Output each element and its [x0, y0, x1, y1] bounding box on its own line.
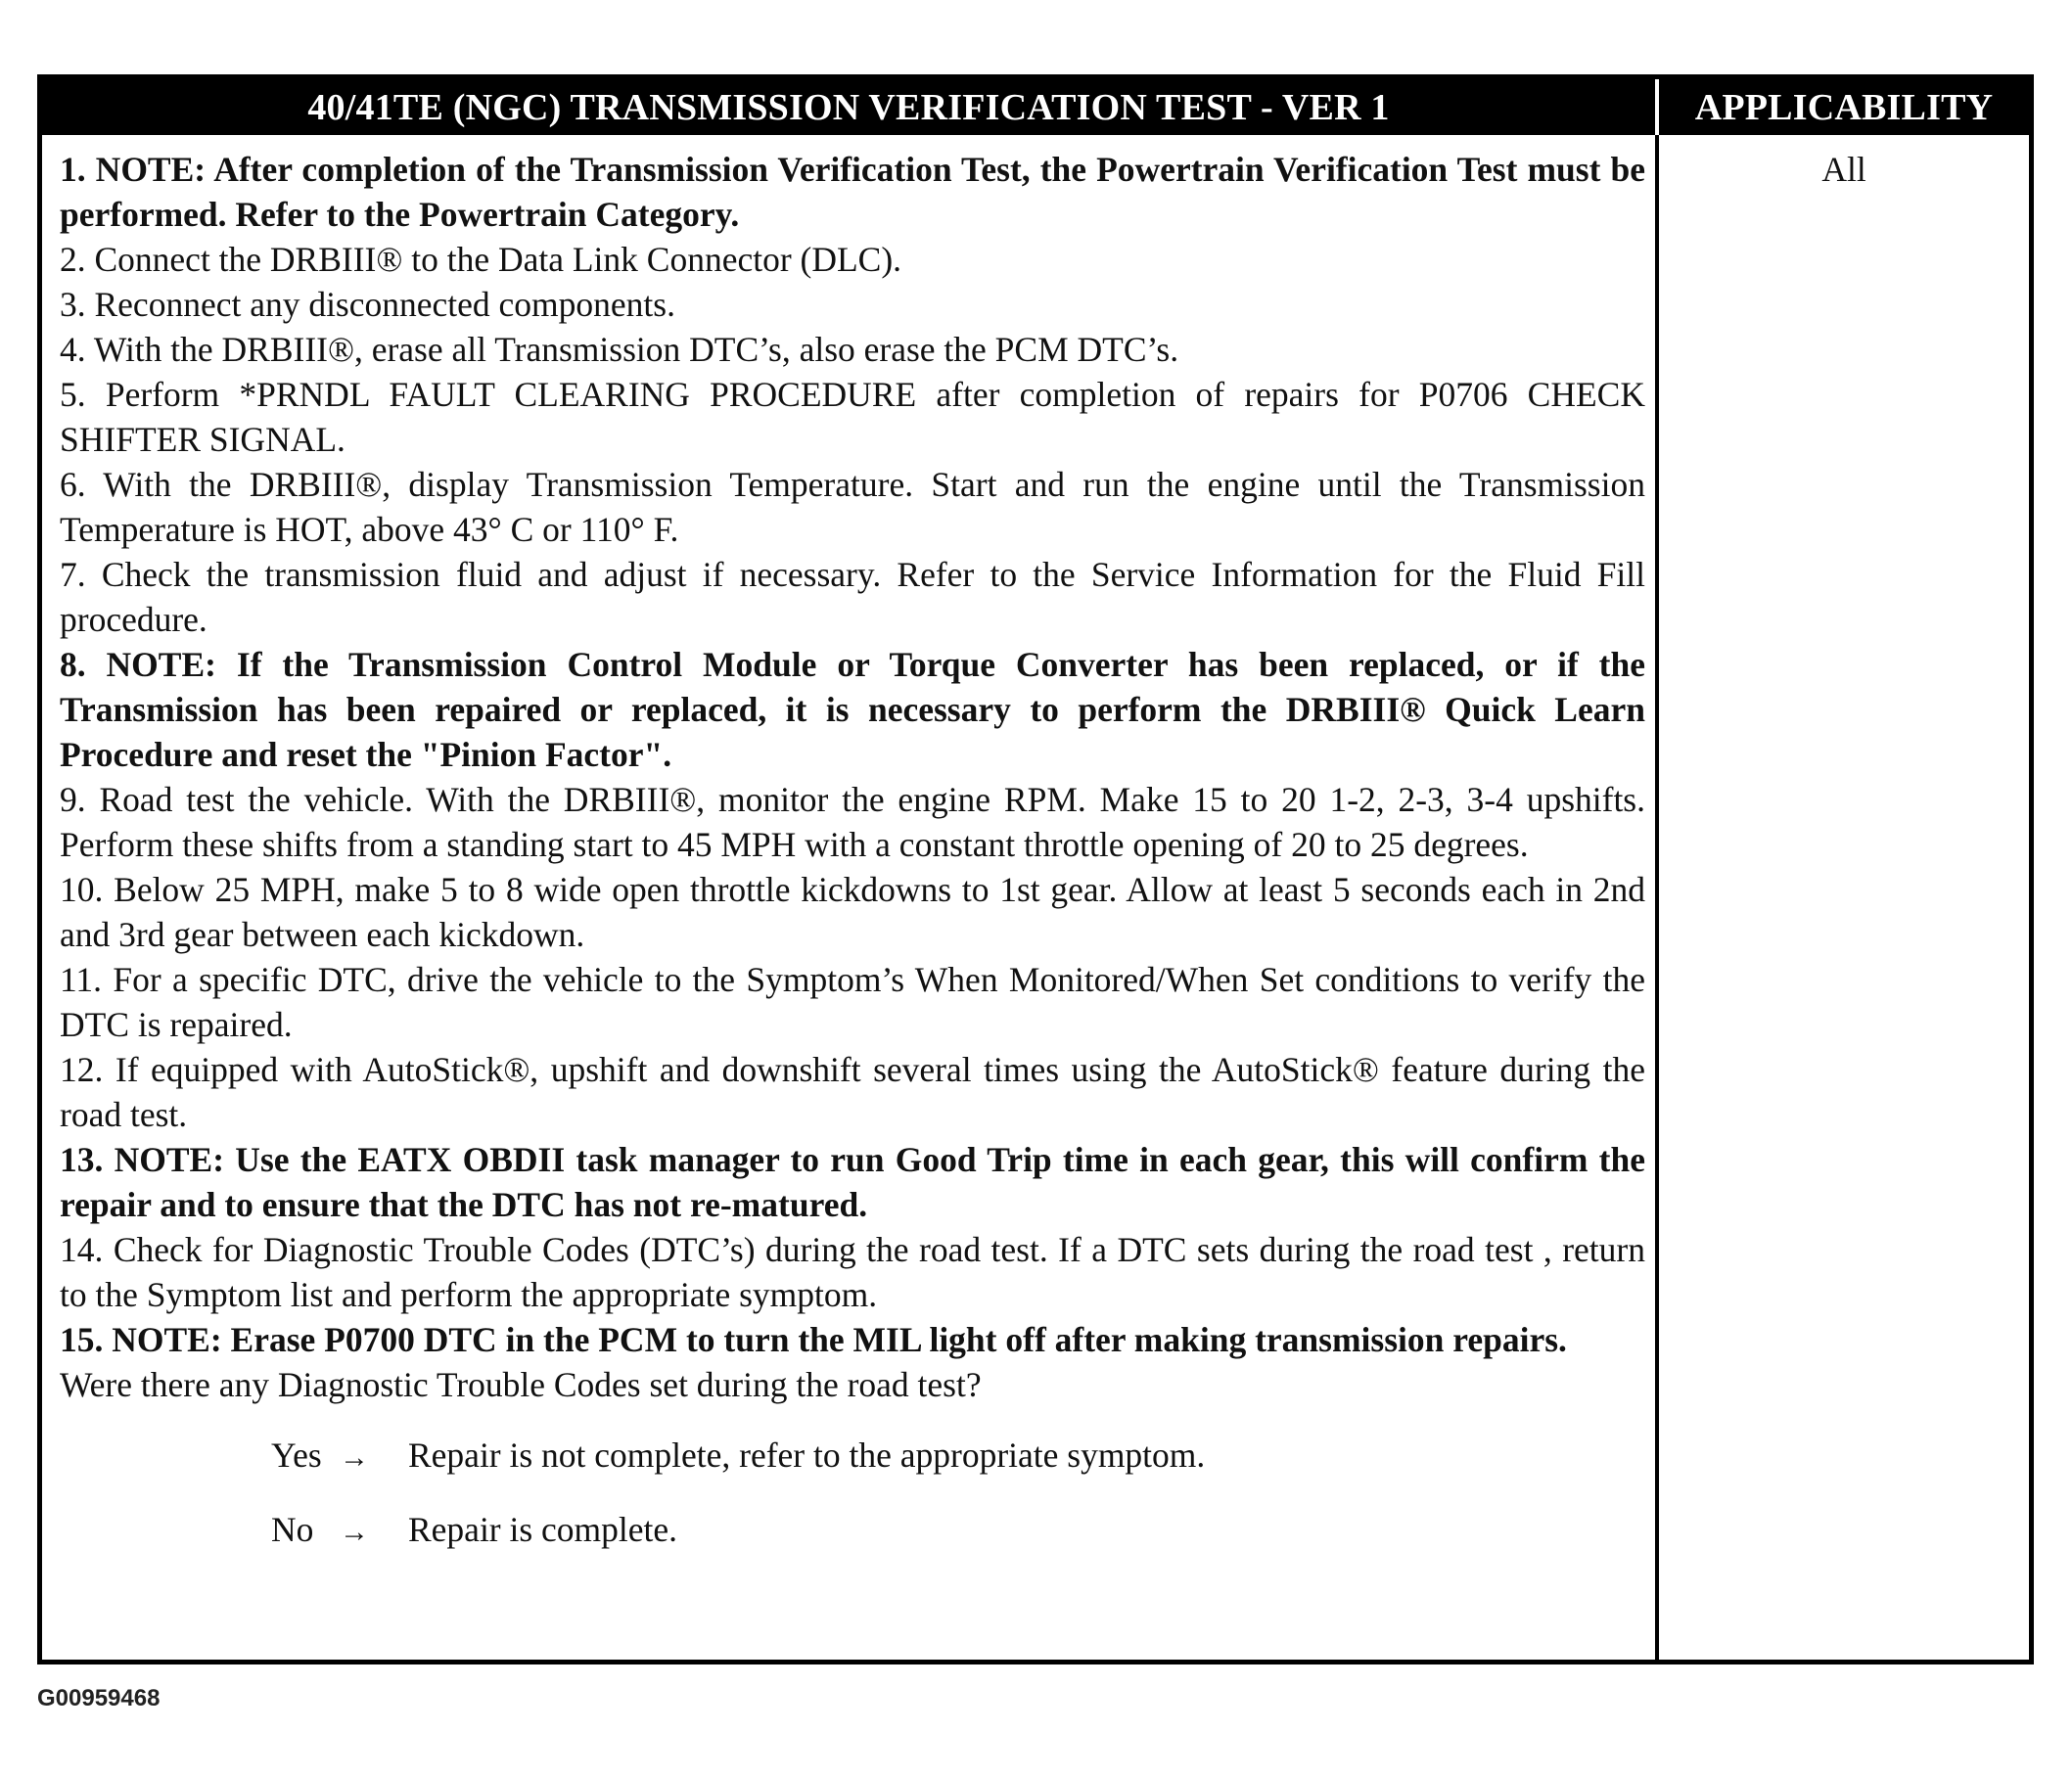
answer-choices [60, 1433, 1645, 1552]
choice-result: Repair is complete. [408, 1510, 678, 1549]
figure-id: G00959468 [37, 1685, 161, 1711]
step-11: 11. For a specific DTC, drive the vehicle to the Symptom’s When Monitored/When Set conditions to verify the DTC is repaired. [60, 960, 1645, 1044]
choice-label: No [271, 1510, 314, 1549]
step-5: 5. Perform *PRNDL FAULT CLEARING PROCEDURE after completion of repairs for P0706 CHECK SHIFTER SIGNAL. [60, 375, 1645, 459]
step-15: 15. NOTE: Erase P0700 DTC in the PCM to turn the MIL light off after making transmission repairs. [60, 1320, 1567, 1359]
step-1: 1. NOTE: After completion of the Transmission Verification Test, the Powertrain Verification Test must be performed. Refer to the Powertrain Category. [60, 150, 1645, 234]
step-2: 2. Connect the DRBIII® to the Data Link Connector (DLC). [60, 240, 902, 279]
right-arrow-icon: → [340, 1516, 369, 1548]
step-12: 12. If equipped with AutoStick®, upshift and downshift several times using the AutoStick® feature during the road test. [60, 1050, 1645, 1134]
choice-yes [271, 1433, 1645, 1478]
applicability-header: APPLICABILITY [1659, 79, 2029, 135]
choice-result: Repair is not complete, refer to the appropriate symptom. [408, 1436, 1206, 1475]
choice-label: Yes [271, 1436, 322, 1475]
steps-list [60, 147, 1645, 1362]
step-8: 8. NOTE: If the Transmission Control Module or Torque Converter has been replaced, or if the Transmission has been repaired or replaced, it is necessary to perform the DRBIII® Quick Learn Procedure and reset the "Pinion Factor". [60, 645, 1645, 774]
table-title: 40/41TE (NGC) TRANSMISSION VERIFICATION TEST - VER 1 [42, 79, 1659, 135]
step-3: 3. Reconnect any disconnected components. [60, 285, 675, 324]
step-10: 10. Below 25 MPH, make 5 to 8 wide open throttle kickdowns to 1st gear. Allow at least 5 seconds each in 2nd and 3rd gear between each kickdown. [60, 870, 1645, 954]
step-9: 9. Road test the vehicle. With the DRBIII®, monitor the engine RPM. Make 15 to 20 1-2, 2-3, 3-4 upshifts. Perform these shifts from a standing start to 45 MPH with a constant throttle opening of 20 to 25 degrees. [60, 780, 1645, 864]
step-6: 6. With the DRBIII®, display Transmission Temperature. Start and run the engine until the Transmission Temperature is HOT, above 43° C or 110° F. [60, 465, 1645, 549]
step-14: 14. Check for Diagnostic Trouble Codes (DTC’s) during the road test. If a DTC sets during the road test , return to the Symptom list and perform the appropriate symptom. [60, 1230, 1645, 1314]
choice-no [271, 1507, 1645, 1552]
applicability-value: All [1821, 150, 1866, 189]
step-7: 7. Check the transmission fluid and adjust if necessary. Refer to the Service Information for the Fluid Fill procedure. [60, 555, 1645, 639]
procedure-cell [42, 135, 1659, 1660]
step-13: 13. NOTE: Use the EATX OBDII task manager to run Good Trip time in each gear, this will confirm the repair and to ensure that the DTC has not re-matured. [60, 1140, 1645, 1224]
step-4: 4. With the DRBIII®, erase all Transmission DTC’s, also erase the PCM DTC’s. [60, 330, 1179, 369]
right-arrow-icon: → [340, 1441, 369, 1474]
verification-test-table [37, 74, 2034, 1664]
applicability-cell [1659, 135, 2029, 1660]
question-text: Were there any Diagnostic Trouble Codes set during the road test? [60, 1365, 982, 1404]
